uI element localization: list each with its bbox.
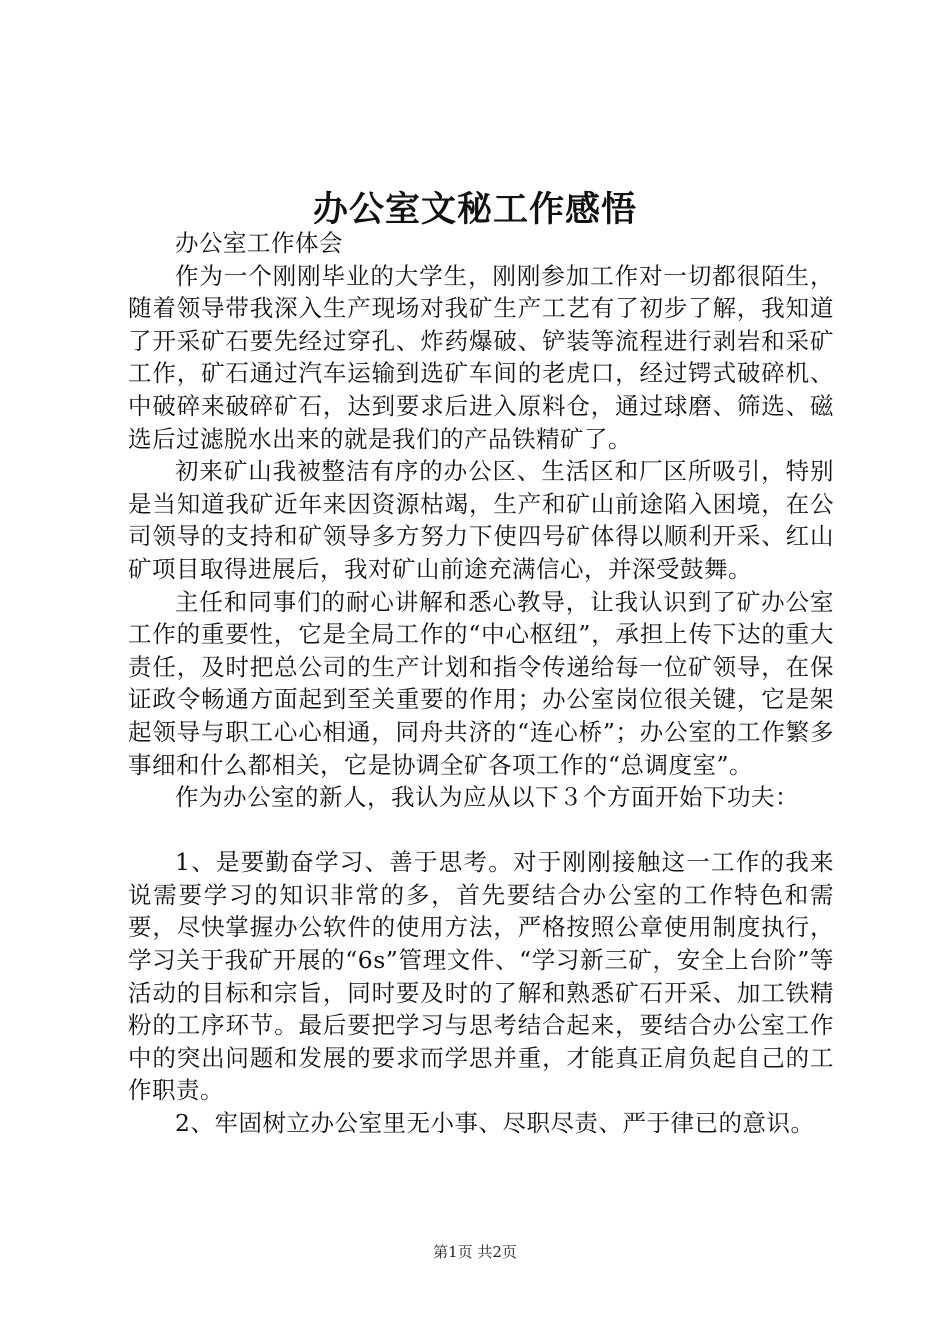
paragraph-spacer bbox=[128, 814, 834, 847]
paragraph-2: 初来矿山我被整洁有序的办公区、生活区和厂区所吸引，特别是当知道我矿近年来因资源枯竭，生产和矿山前途陷入困境，在公司领导的支持和矿领导多方努力下使四号矿体得以顺利开采、红山矿项目取得进展后，我对矿山前途充满信心，并深受鼓舞。 bbox=[128, 457, 834, 583]
page-footer: 第1页 共2页 bbox=[433, 1243, 517, 1261]
paragraph-subtitle: 办公室工作体会 bbox=[175, 229, 343, 257]
paragraph-4: 作为办公室的新人，我认为应从以下３个方面开始下功夫： bbox=[175, 783, 799, 812]
paragraph-6: 2、牢固树立办公室里无小事、尽职尽责、严于律已的意识。 bbox=[175, 1109, 815, 1138]
paragraph-3: 主任和同事们的耐心讲解和悉心教导，让我认识到了矿办公室工作的重要性，它是全局工作的“中心枢纽”，承担上传下达的重大责任，及时把总公司的生产计划和指令传递给每一位矿领导，在保证政令畅通方面起到至关重要的作用；办公室岗位很关键，它是架起领导与职工心心相通，同舟共济的“连心桥”；办公室的工作繁多事细和什么都相关，它是协调全矿各项工作的“总调度室”。 bbox=[128, 587, 834, 779]
paragraph-5: 1、是要勤奋学习、善于思考。对于刚刚接触这一工作的我来说需要学习的知识非常的多，首先要结合办公室的工作特色和需要，尽快掌握办公软件的使用方法，严格按照公章使用制度执行，学习关于我矿开展的“6s”管理文件、“学习新三矿，安全上台阶”等活动的目标和宗旨，同时要及时的了解和熟悉矿石开采、加工铁精粉的工序环节。最后要把学习与思考结合起来，要结合办公室工作中的突出问题和发展的要求而学思并重，才能真正肩负起自己的工作职责。 bbox=[128, 848, 834, 1105]
document-body bbox=[128, 227, 834, 1140]
document-title: 办公室文秘工作感悟 bbox=[312, 189, 637, 230]
paragraph-1: 作为一个刚刚毕业的大学生，刚刚参加工作对一切都很陌生，随着领导带我深入生产现场对我矿生产工艺有了初步了解，我知道了开采矿石要先经过穿孔、炸药爆破、铲装等流程进行剥岩和采矿工作，矿石通过汽车运输到选矿车间的老虎口，经过锷式破碎机、中破碎来破碎矿石，达到要求后进入原料仓，通过球磨、筛选、磁选后过滤脱水出来的就是我们的产品铁精矿了。 bbox=[128, 261, 834, 453]
